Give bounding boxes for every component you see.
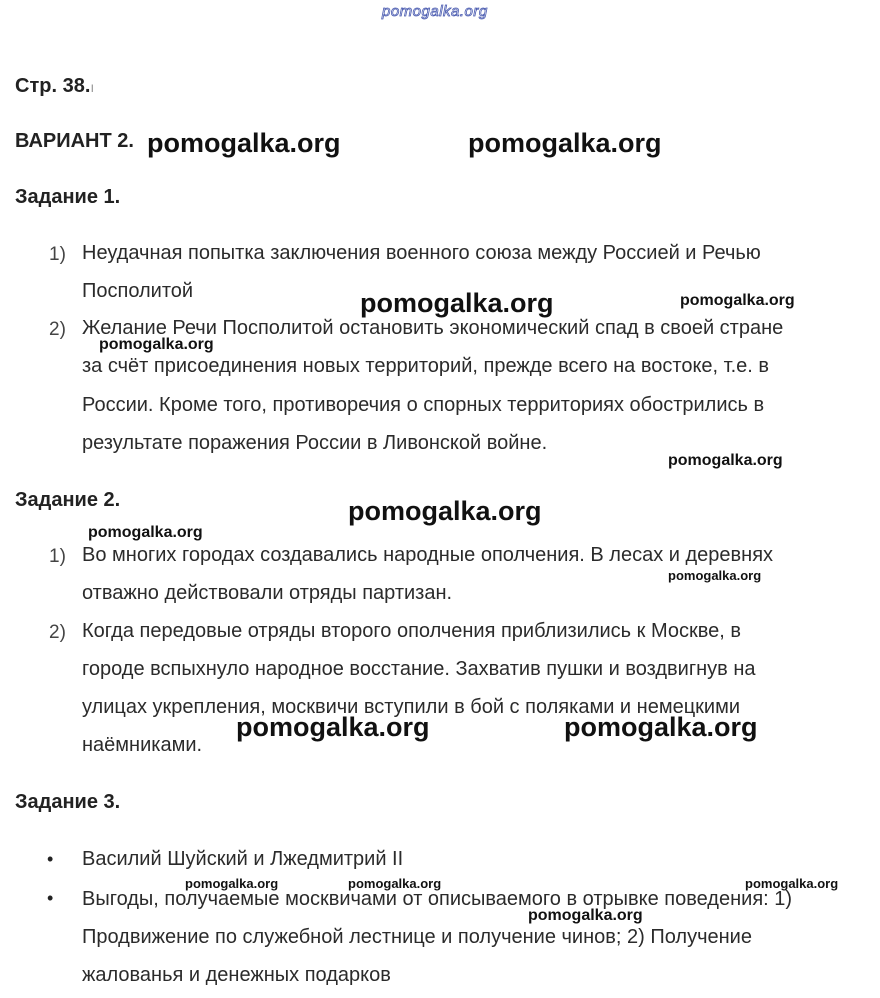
task3-item1-line1: Василий Шуйский и Лжедмитрий II [82,848,404,870]
task1-title: Задание 1. [15,186,121,208]
task1-item1-number: 1) [49,244,66,265]
watermark: pomogalka.org [147,128,341,158]
task3-bullet-1: • [47,849,54,869]
task2-title: Задание 2. [15,489,121,511]
page-number: Стр. 38.ı [15,75,95,97]
site-watermark-top: pomogalka.org [382,3,488,20]
watermark: pomogalka.org [88,524,203,541]
task3-item2-line1: Выгоды, получаемые москвичами от описываемого в отрывке поведения: 1) [82,888,793,910]
task3-bullet-2: • [47,888,54,908]
watermark: pomogalka.org [360,288,554,318]
watermark: pomogalka.org [668,452,783,469]
watermark: pomogalka.org [680,292,795,309]
task2-item1-line2: отважно действовали отряды партизан. [82,582,453,604]
watermark: pomogalka.org [564,712,758,742]
task1-item2-line4: результате поражения России в Ливонской войне. [82,432,548,454]
watermark: pomogalka.org [468,128,662,158]
task3-item2-line2: Продвижение по служебной лестнице и получение чинов; 2) Получение [82,926,752,948]
task1-item1-line1: Неудачная попытка заключения военного союза между Россией и Речью [82,242,761,264]
task1-item1-line2: Посполитой [82,280,194,302]
watermark: pomogalka.org [99,336,214,353]
task2-item2-line1: Когда передовые отряды второго ополчения приблизились к Москве, в [82,620,741,642]
task2-item2-number: 2) [49,622,66,643]
task2-item2-line2: городе вспыхнуло народное восстание. Захватив пушки и воздвигнув на [82,658,756,680]
task3-title: Задание 3. [15,791,121,813]
task2-item1-number: 1) [49,546,66,567]
variant-heading: ВАРИАНТ 2. [15,130,134,152]
page-mark: ı [90,79,95,95]
task1-item2-line3: России. Кроме того, противоречия о спорных территориях обострились в [82,394,765,416]
watermark: pomogalka.org [348,496,542,526]
task3-item2-line3: жалованья и денежных подарков [82,964,391,986]
watermark: pomogalka.org [528,907,643,924]
watermark: pomogalka.org [745,876,839,891]
watermark: pomogalka.org [236,712,430,742]
watermark: pomogalka.org [185,876,279,891]
watermark: pomogalka.org [668,568,762,583]
task2-item2-line3: улицах укрепления, москвичи вступили в бой с поляками и немецкими [82,696,740,718]
task2-item2-line4: наёмниками. [82,734,203,756]
task1-item2-line2: за счёт присоединения новых территорий, прежде всего на востоке, т.е. в [82,355,770,377]
watermark: pomogalka.org [348,876,442,891]
task1-item2-line1: Желание Речи Посполитой остановить экономический спад в своей стране [82,317,784,339]
task1-item2-number: 2) [49,319,66,340]
task2-item1-line1: Во многих городах создавались народные ополчения. В лесах и деревнях [82,544,774,566]
